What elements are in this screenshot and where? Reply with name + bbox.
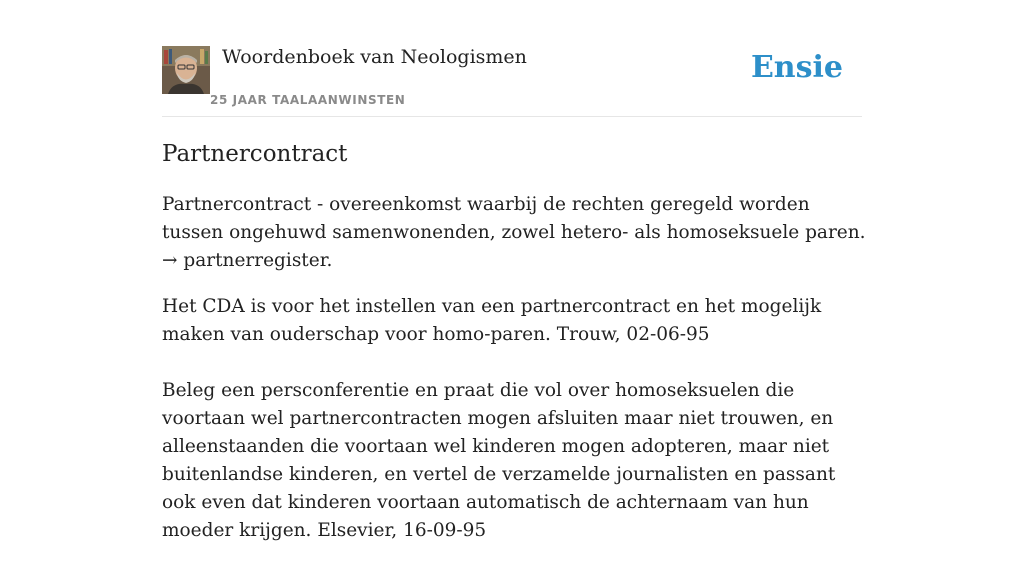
site-title[interactable]: Woordenboek van Neologismen — [222, 46, 527, 68]
citation-quote: Beleg een persconferentie en praat die vol over homoseksuelen die voortaan wel partnercontracten mogen afsluiten maar niet trouwen, en alleenstaanden die voortaan wel kinderen mogen adopteren, maar niet buitenlandse kinderen, en vertel de verzamelde journalisten en passant ook even dat kinderen voortaan automatisch de achternaam van hun moeder krijgen. Elsevier, 16-09-95 — [162, 380, 836, 541]
entry-content — [162, 138, 867, 573]
site-subtitle: 25 JAAR TAALAANWINSTEN — [210, 93, 406, 107]
avatar-portrait-image — [162, 46, 210, 94]
arrow-right-icon: → — [162, 250, 178, 271]
entry-title: Partnercontract — [162, 141, 348, 167]
entry-definition — [162, 191, 867, 275]
ensie-logo-link[interactable]: Ensie — [750, 50, 843, 85]
citation-quote: Het CDA is voor het instellen van een partnercontract en het mogelijk maken van ouderschap voor homo-paren. Trouw, 02-06-95 — [162, 296, 822, 345]
site-header — [162, 46, 862, 117]
definition-end: . — [326, 250, 333, 271]
author-avatar[interactable] — [162, 46, 210, 94]
definition-text: Partnercontract - overeenkomst waarbij de rechten geregeld worden tussen ongehuwd samenwonenden, zowel hetero- als homoseksuele paren. — [162, 194, 866, 243]
related-term-link[interactable]: partnerregister — [183, 250, 327, 271]
